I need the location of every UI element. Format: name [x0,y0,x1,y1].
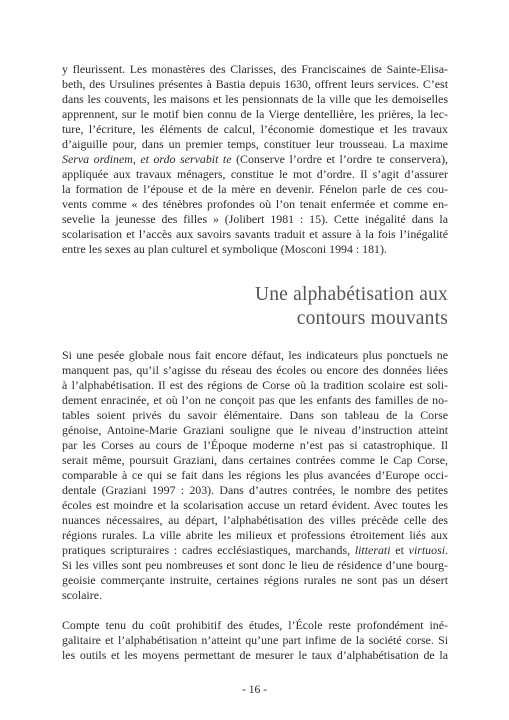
text-line: Compte tenu du coût prohibitif des études, l’École reste profondément iné- [62,618,448,632]
text-line: entre les sexes au plan culturel et symbolique (Mosconi 1994 : 181). [62,242,387,256]
text-line: manquent pas, qu’il s’agisse du réseau des écoles ou encore des données liées [62,363,448,377]
text-line: génoise, Antoine-Marie Graziani souligne que le niveau d’instruction atteint [62,423,448,437]
text-segment: . [445,543,448,557]
text-line: dans les couvents, les maisons et les pensionnats de la ville que les demoiselles [62,92,448,106]
text-line: sevelie la jeunesse des filles » (Jolibert 1981 : 15). Cette inégalité dans la [62,212,448,226]
text-line: Si une pesée globale nous fait encore défaut, les indicateurs plus ponctuels ne [62,348,448,362]
text-line: d’aiguille pour, dans un premier temps, constituer leur trousseau. La maxime [62,137,448,151]
text-segment: pratiques scripturaires : cadres ecclésiastiques, marchands, [62,543,355,557]
text-line: vents comme « des ténèbres profondes où l’on tenait enfermée et comme en- [62,197,448,211]
text-line: scolaire. [62,588,102,602]
section-heading: Une alphabétisation aux [254,284,448,305]
text-line: geoisie commerçante instruite, certaines régions rurales ne sont pas un désert [62,573,448,587]
text-line: galitaire et l’alphabétisation n’atteint qu’une part infime de la société corse. Si [62,633,448,647]
maxim-translation: (Conserve l’ordre et l’ordre te conservera), [231,152,449,166]
text-line: par les Corses au cours de l’Époque moderne n’est pas si catastrophique. Il [62,438,448,452]
text-line: Si les villes sont peu nombreuses et sont donc le lieu de résidence d’une bourg- [62,558,448,572]
text-line: apprennent, sur le motif bien connu de la Vierge dentellière, les prières, la lec- [62,107,448,121]
text-line: comparable à ce qui se fait dans les régions les plus avancées d’Europe occi- [62,468,448,482]
page-number: - 16 - [242,684,267,696]
text-line: y fleurissent. Les monastères des Clarisses, des Franciscaines de Sainte-Elisa- [62,62,448,76]
text-line: les outils et les moyens permettant de mesurer le taux d’alphabétisation de la [62,648,448,662]
text-segment: et [390,543,409,557]
text-line: tables soient privés du savoir élémentaire. Dans son tableau de la Corse [62,408,448,422]
italic-term: litterati [354,543,391,557]
text-line [62,152,448,167]
text-line: beth, des Ursulines présentes à Bastia depuis 1630, offrent leurs services. C’est [62,77,448,91]
text-line: écoles est moindre et la scolarisation accuse un retard évident. Avec toutes les [62,498,448,512]
section-heading: contours mouvants [296,308,448,329]
text-line: la formation de l’épouse et de la mère en devenir. Fénelon parle de ces cou- [62,182,448,196]
text-line: dement enracinée, et où l’on ne conçoit pas que les enfants des familles de no- [62,393,448,407]
text-line: serait même, poursuit Graziani, dans certaines contrées comme le Cap Corse, [62,453,448,467]
text-line: scolarisation et l’accès aux savoirs savants traduit et assure à la fois l’inégalité [62,227,448,241]
text-line: appliquée aux travaux ménagers, constitue le mot d’ordre. Il s’agit d’assurer [62,167,448,181]
italic-term: virtuosi [408,543,446,557]
text-line: régions rurales. La ville abrite les milieux et professions étroitement liés aux [62,528,448,542]
text-line: à l’alphabétisation. Il est des régions de Corse où la tradition scolaire est soli- [62,378,448,392]
text-line [62,543,448,558]
text-line: dentale (Graziani 1997 : 203). Dans d’autres contrées, le nombre des petites [62,483,448,497]
latin-maxim: Serva ordinem, et ordo servabit te [62,152,232,166]
text-line: ture, l’écriture, les éléments de calcul, l’économie domestique et les travaux [62,122,448,136]
text-line: nuances nécessaires, au départ, l’alphabétisation des villes précède celle des [62,513,448,527]
